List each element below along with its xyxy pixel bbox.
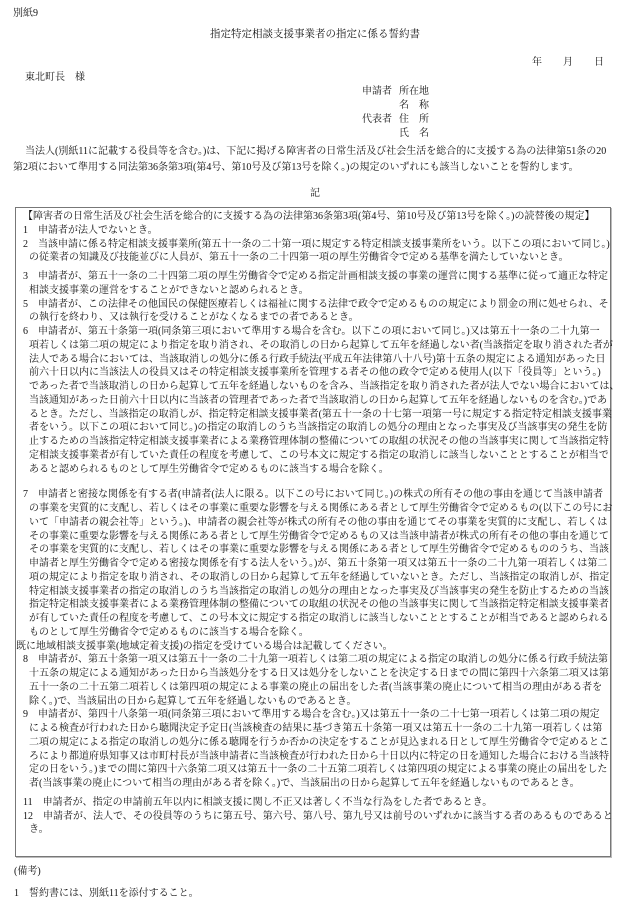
provision-item [23, 298, 610, 326]
provisions-box [15, 207, 620, 857]
provision-line: の従業者の知識及び技能並びに人員が、第五十一条の二十四第一項の厚生労働省令で定める基準を満たしていないとき。 [29, 252, 569, 264]
provision-line: ろにより都道府県知事又は市町村長が当該申請者に当該検査が行われた日から十日以内に特定の日を通知した場合における当該特 [29, 750, 609, 762]
provision-line: いて「申請者の親会社等」という。)、申請者の親会社等が株式の所有その他の事由を通じてその事業を実質的に支配し、若しくは [29, 516, 608, 528]
remarks-item: 1 誓約書には、別紙11を添付すること。 [14, 888, 199, 899]
form-number: 別紙9 [13, 8, 38, 19]
provision-line: 3 申請者が、第五十一条の二十四第二項の厚生労働省令で定める指定計画相談支援の事業の運営に関する基準に従って適正な特定 [23, 271, 608, 282]
provision-line: 特定相談支援事業者の指定の取消しのうち当該指定の取消しの処分の理由となった事実及び当該事実の発生を防止するための当該 [29, 585, 609, 597]
provision-item [23, 238, 610, 266]
location-label: 所在地 [399, 86, 429, 97]
addressee: 東北町長 様 [25, 72, 85, 83]
provision-line: 除く。)で、当該届出の日から起算して五年を経過しないものであるとき。 [29, 695, 357, 707]
provision-line: 二項の規定による指定の取消しの処分に係る聴聞を行うか否かの決定をすることが見込まれる日として厚生労働省令で定めるとこ [29, 736, 609, 748]
provision-line: き。 [29, 824, 49, 836]
provision-line: が有していた責任の程度を考慮して、この号本文に規定する指定の取消しに該当しないこととすることが相当であると認められる [29, 613, 609, 624]
provision-item [23, 488, 613, 639]
applicant-label: 申請者 [362, 86, 392, 97]
provision-line: 【障害者の日常生活及び社会生活を総合的に支援する為の法律第36条第3項(第4号、第10号及び第13号を除く。)の読替後の規定】 [23, 211, 595, 222]
provision-line: による検査が行われた日から聴聞決定予定日(当該検査の結果に基づき第五十条第一項又は第五十一条の二十九第一項若しくは第 [29, 723, 603, 734]
provision-line: 相談支援事業の運営をすることができないと認められるとき。 [29, 284, 309, 296]
provision-line: であった者で当該取消しの日から起算して五年を経過しないものを含み、当該指定を取り消された者が法人でない場合においては、 [29, 381, 620, 392]
provision-item [23, 270, 610, 298]
provisions-header [23, 210, 610, 224]
provision-line: 6 申請者が、第五十条第一項(同条第三項において準用する場合を含む。以下この項において同じ。)又は第五十一条の二十九第一 [23, 326, 600, 337]
provisions-note [16, 640, 610, 654]
provision-line: 11 申請者が、指定の申請前五年以内に相談支援に関し不正又は著しく不当な行為をした者であるとき。 [23, 796, 493, 808]
provision-line: 5 申請者が、この法律その他国民の保健医療若しくは福祉に関する法律で政令で定めるものの規定により罰金の刑に処せられ、そ [23, 298, 609, 310]
provision-line: 者(当該事業の廃止について相当の理由がある者を除く。)で、当該届出の日から起算して五年を経過しないものであるとき。 [29, 778, 580, 789]
provision-line: 1 申請者が法人でないとき。 [23, 224, 158, 236]
provision-line: 者をいう。以下この項において同じ。)の指定の取消しのうち当該指定の取消しの処分の理由となった事実及び当該事実の発生を防 [29, 422, 608, 434]
provision-item [23, 708, 610, 791]
remarks-label: (備考) [14, 866, 41, 877]
provision-item [23, 653, 610, 708]
provision-line: その事業に重要な影響を与える関係にある者として厚生労働省令で定めるもの又は当該申請者が株式の所有その他の事由を通じて [29, 530, 609, 542]
provision-line: 五十一条の二十五第二項若しくは第四項の規定による事業の廃止の届出をした者(当該事業の廃止について相当の理由がある者を [29, 681, 603, 693]
pledge-line: 第2項において準用する同法第36条第3項(第4号、第10号及び第13号を除く。)の規定のいずれにも該当しないことを誓約します。 [13, 162, 579, 173]
provision-line: 前六十日以内に当該法人の役員又はその特定相談支援事業所を管理する者その他の政令で定める使用人(以下「役員等」という。) [29, 367, 601, 379]
provision-line: その事業を実質的に支配し、若しくはその事業に重要な影響を与える関係にある者として厚生労働省令で定めるもののうち、当該 [29, 544, 609, 556]
provision-line: 7 申請者と密接な関係を有する者(申請者(法人に限る。以下この号において同じ。)の株式の所有その他の事由を通じて当該申請者 [23, 489, 603, 501]
pledge-line: 当法人(別紙11に記載する役員等を含む。)は、下記に掲げる障害者の日常生活及び社会生活を総合的に支援する為の法律第51条の20 [25, 146, 607, 157]
provision-item [23, 224, 610, 238]
provision-line: 十五条の規定による通知があった日から当該処分をする日又は処分をしないことを決定する日までの間に第四十六条第二項又は第 [29, 668, 609, 679]
provision-line: 項若しくは第二項の規定により指定を取り消され、その取消しの日から起算して五年を経過しない者(当該指定を取り消された者が [29, 339, 613, 351]
provision-line: 既に地域相談支援事業(地域定着支援)の指定を受けている場合は記載してください。 [16, 640, 393, 652]
provision-line: 項の規定により指定を取り消され、その取消しの日から起算して五年を経過していないとき。ただし、当該指定の取消しが、指定 [29, 571, 610, 583]
provision-line: 12 申請者が、法人で、その役員等のうちに第五号、第六号、第八号、第九号又は前号のいずれかに該当する者のあるものであると [23, 810, 613, 822]
provision-line: るとき。ただし、当該指定の取消しが、指定特定相談支援事業者(第五十一条の十七第一項第一号に規定する指定特定相談支援事業 [29, 408, 612, 420]
provision-line: 2 当該申請に係る特定相談支援事業所(第五十一条の二十第一項に規定する特定相談支援事業所をいう。以下この項において同じ。) [23, 238, 610, 250]
address-label: 住 所 [399, 114, 429, 125]
provision-line: 9 申請者が、第四十八条第一項(同条第三項において準用する場合を含む。)又は第五十一条の二十七第一項若しくは第二項の規定 [23, 709, 600, 721]
provision-line: ものとして厚生労働省令で定めるものに該当する場合を除く。 [29, 626, 309, 638]
provision-line: 指定特定相談支援事業者による業務管理体制の整備についての取組の状況その他の当該事実に関して当該指定特定相談支援事業者 [29, 599, 609, 611]
provision-item [23, 796, 610, 810]
provision-line: 定相談支援事業者が有していた責任の程度を考慮して、この号本文に規定する指定の取消しに該当しないこととすることが相当で [29, 449, 609, 461]
ki-heading: 記 [310, 188, 320, 199]
provision-line: の執行を終わり、又は執行を受けることがなくなるまでの者であるとき。 [29, 312, 359, 324]
provision-line: 申請者と厚生労働省令で定める密接な関係を有する法人をいう。)が、第五十条第一項又は第五十一条の二十九第一項若しくは第二 [29, 558, 608, 569]
provision-item [23, 325, 620, 476]
representative-label: 代表者 [362, 114, 392, 125]
person-name-label: 氏 名 [399, 128, 429, 139]
date-month: 月 [563, 57, 573, 68]
provision-line: 8 申請者が、第五十条第一項又は第五十一条の二十九第一項若しくは第二項の規定による指定の取消しの処分に係る行政手続法第 [23, 654, 608, 666]
provision-item [23, 810, 613, 838]
provision-line: 法人である場合においては、当該取消しの処分に係る行政手続法(平成五年法律第八十八号)第十五条の規定による通知があった日 [29, 353, 606, 365]
date-year: 年 [532, 57, 542, 68]
provision-line: 定の日をいう。)までの間に第四十六条第二項又は第五十一条の二十五第二項若しくは第四項の規定による事業の廃止の届出をした [29, 764, 608, 776]
provision-line: 止するための当該指定特定相談支援事業者による業務管理体制の整備についての取組の状況その他の当該事実に関して当該指定特 [29, 436, 609, 447]
page-title: 指定特定相談支援事業者の指定に係る誓約書 [210, 29, 420, 40]
provision-line: あると認められるものとして厚生労働省令で定めるものに該当する場合を除く。 [29, 463, 389, 475]
date-day: 日 [594, 57, 604, 68]
name-label: 名 称 [399, 100, 429, 111]
provision-line: 当該通知があった日前六十日以内に当該者の管理者であった者で当該取消しの日から起算して五年を経過しないものを含む。)であ [29, 394, 608, 406]
provision-line: の事業を実質的に支配し、若しくはその事業に重要な影響を与える関係にある者として厚生労働省令で定めるもの(以下この号にお [29, 503, 613, 514]
